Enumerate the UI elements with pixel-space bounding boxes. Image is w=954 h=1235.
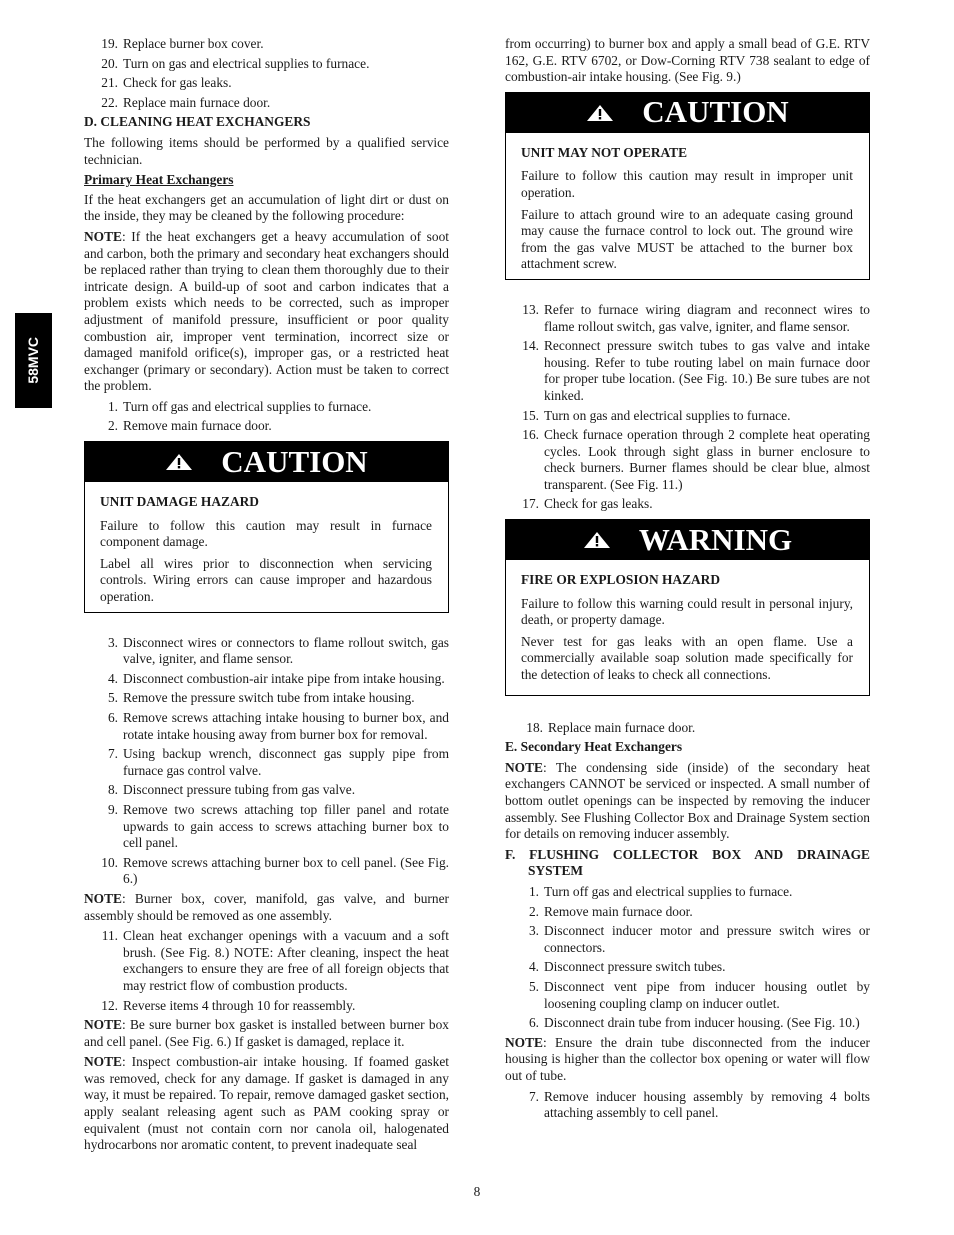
list-item: 19. Replace burner box cover. — [101, 36, 264, 51]
warning-triangle-icon — [583, 531, 611, 549]
note-paragraph: NOTE: Inspect combustion-air intake housing. If foamed gasket was removed, check for any damage. If gasket is damaged in any way, it must be repaired. To repair, remove damaged gasket section, apply sealant releasing agent such as PAM cooking spray or equivalent (must not contain corn nor canola oil, halogenated hydrocarbons nor aromatic content, to prevent inadequate seal — [84, 1054, 449, 1153]
list-item: 8. Disconnect pressure tubing from gas valve. — [107, 782, 356, 798]
section-heading-e: E. Secondary Heat Exchangers — [505, 739, 683, 755]
list-item: 5. Disconnect vent pipe from inducer housing outlet by loosening coupling clamp on inducer outlet. — [528, 978, 870, 1011]
warning-body — [506, 560, 869, 695]
warning-label: WARNING — [638, 521, 793, 557]
warning-triangle-icon — [165, 453, 193, 471]
list-item: 9. Remove two screws attaching top filler panel and rotate upwards to gain access to screws attaching burner box to cell panel. — [107, 801, 449, 851]
note-paragraph: NOTE: The condensing side (inside) of the secondary heat exchangers CANNOT be serviced or inspected. A small number of bottom outlet openings can be inspected by removing the inducer assembly. See Flushing Collector Box and Drainage System section for details on removing inducer assembly. — [505, 759, 870, 842]
caution-header — [85, 442, 448, 482]
list-item: 10. Remove screws attaching burner box to cell panel. (See Fig. 6.) — [101, 854, 449, 887]
list-item: 7. Remove inducer housing assembly by removing 4 bolts attaching assembly to cell panel. — [528, 1088, 870, 1121]
caution-body — [85, 482, 448, 612]
side-tab-label: 58MVC — [25, 337, 42, 384]
caution-text: Failure to attach ground wire to an adequate casing ground may cause the furnace control to lock out. The ground wire from the gas valve MUST be attached to the burner box attachment screw. — [521, 206, 853, 272]
page-number: 8 — [473, 1184, 481, 1199]
warning-text: Failure to follow this warning could result in personal injury, death, or property damage. — [521, 595, 853, 628]
list-item: 15. Turn on gas and electrical supplies to furnace. — [522, 407, 791, 423]
list-item: 6. Remove screws attaching intake housing to burner box, and rotate intake housing away from burner box for removal. — [107, 710, 449, 742]
list-item: 2. Remove main furnace door. — [528, 903, 693, 919]
list-item: 16. Check furnace operation through 2 complete heat operating cycles. Look through sight glass in burner enclosure to check burners. Burner flames should be clear blue, almost transparent. (See Fig. 11.) — [522, 427, 870, 492]
list-item: 20. Turn on gas and electrical supplies to furnace. — [101, 55, 370, 71]
caution-box — [505, 92, 870, 280]
list-item: 12. Reverse items 4 through 10 for reassembly. — [101, 997, 356, 1013]
right-column — [505, 36, 870, 1125]
caution-body — [506, 133, 869, 279]
caution-box — [84, 441, 449, 613]
subheading-primary: Primary Heat Exchangers — [84, 172, 234, 188]
steps-11-12 — [84, 928, 449, 1014]
caution-title: UNIT DAMAGE HAZARD — [100, 494, 259, 510]
list-item: 13. Refer to furnace wiring diagram and reconnect wires to flame rollout switch, gas valve, igniter, and flame sensor. — [522, 301, 870, 334]
list-item: 21. Check for gas leaks. — [101, 75, 232, 91]
list-item: 3. Disconnect inducer motor and pressure switch wires or connectors. — [528, 923, 870, 955]
list-item: 4. Disconnect combustion-air intake pipe from intake housing. — [107, 670, 445, 686]
steps-7 — [505, 1089, 870, 1122]
warning-triangle-icon — [586, 104, 614, 122]
list-item: 6. Disconnect drain tube from inducer housing. (See Fig. 10.) — [528, 1015, 860, 1031]
caution-text: Label all wires prior to disconnection when servicing controls. Wiring errors can cause improper and hazardous operation. — [100, 555, 432, 605]
list-item: 1. Turn off gas and electrical supplies to furnace. — [107, 398, 372, 414]
note-paragraph: NOTE: Be sure burner box gasket is installed between burner box and cell panel. (See Fig. 6.) If gasket is damaged, replace it. — [84, 1017, 449, 1049]
warning-box — [505, 519, 870, 696]
list-item: 1. Turn off gas and electrical supplies to furnace. — [528, 883, 793, 899]
note-paragraph: NOTE: Burner box, cover, manifold, gas valve, and burner assembly should be removed as one assembly. — [84, 890, 449, 923]
list-item: 7. Using backup wrench, disconnect gas supply pipe from furnace gas control valve. — [107, 746, 449, 778]
note-paragraph: NOTE: If the heat exchangers get a heavy accumulation of soot and carbon, both the primary and secondary heat exchangers should be replaced rather than trying to clean them thoroughly due to their intricate design. A build-up of soot and carbon indicates that a problem exists which needs to be corrected, such as improper adjustment of manifold pressure, insufficient or poor quality combustion air, improper vent termination, incorrect size or damaged manifold orifice(s), improper gas, or a restricted heat exchanger (primary or secondary). Action must be taken to correct the problem. — [84, 228, 449, 394]
warning-text: Never test for gas leaks with an open flame. Use a commercially available soap solution made specifically for the detection of leaks to check all connections. — [521, 633, 853, 683]
warning-title: FIRE OR EXPLOSION HAZARD — [521, 572, 721, 588]
list-item: 22. Replace main furnace door. — [101, 94, 271, 110]
warning-header — [506, 520, 869, 560]
left-column — [84, 36, 449, 1158]
paragraph: from occurring) to burner box and apply a small bead of G.E. RTV 162, G.E. RTV 6702, or Dow-Corning RTV 738 sealant to edge of combustion-air intake housing. (See Fig. 9.) — [505, 36, 870, 85]
steps-19-22 — [84, 36, 449, 111]
note-paragraph: NOTE: Ensure the drain tube disconnected from the inducer housing is higher than the collector box opening or water will flow out of tube. — [505, 1034, 870, 1083]
caution-text: Failure to follow this caution may result in improper unit operation. — [521, 168, 853, 200]
section-heading-f: F. FLUSHING COLLECTOR BOX AND DRAINAGE SYSTEM — [505, 846, 870, 879]
caution-label: CAUTION — [221, 443, 368, 479]
list-item: 4. Disconnect pressure switch tubes. — [528, 959, 726, 975]
section-heading-d: D. CLEANING HEAT EXCHANGERS — [84, 114, 311, 130]
list-item: 11. Clean heat exchanger openings with a vacuum and a soft brush. (See Fig. 8.) NOTE: After cleaning, inspect the heat exchangers to ensure they are free of all foreign objects that may restrict flow of combustion products. — [101, 928, 449, 993]
list-item: 2. Remove main furnace door. — [107, 418, 272, 434]
list-item: 3. Disconnect wires or connectors to flame rollout switch, gas valve, igniter, and flame sensor. — [107, 634, 449, 667]
list-item: 17. Check for gas leaks. — [522, 496, 653, 512]
caution-title: UNIT MAY NOT OPERATE — [521, 144, 688, 160]
steps-18 — [505, 720, 870, 737]
caution-text: Failure to follow this caution may result in furnace component damage. — [100, 517, 432, 550]
steps-3-10 — [84, 635, 449, 888]
caution-label: CAUTION — [642, 94, 789, 130]
side-tab — [15, 313, 52, 408]
steps-1-2 — [84, 399, 449, 435]
paragraph: If the heat exchangers get an accumulation of light dirt or dust on the inside, they may be cleaned by the following procedure: — [84, 191, 449, 224]
caution-header — [506, 93, 869, 133]
list-item: 5. Remove the pressure switch tube from intake housing. — [107, 690, 415, 706]
paragraph: The following items should be performed by a qualified service technician. — [84, 134, 449, 167]
steps-1-6 — [505, 884, 870, 1032]
list-item: 18. Replace main furnace door. — [526, 719, 696, 735]
list-item: 14. Reconnect pressure switch tubes to gas valve and intake housing. Refer to tube routing label on main furnace door for proper tube location. (See Fig. 10.) Be sure tubes are not kinked. — [522, 338, 870, 403]
steps-13-17 — [505, 302, 870, 513]
